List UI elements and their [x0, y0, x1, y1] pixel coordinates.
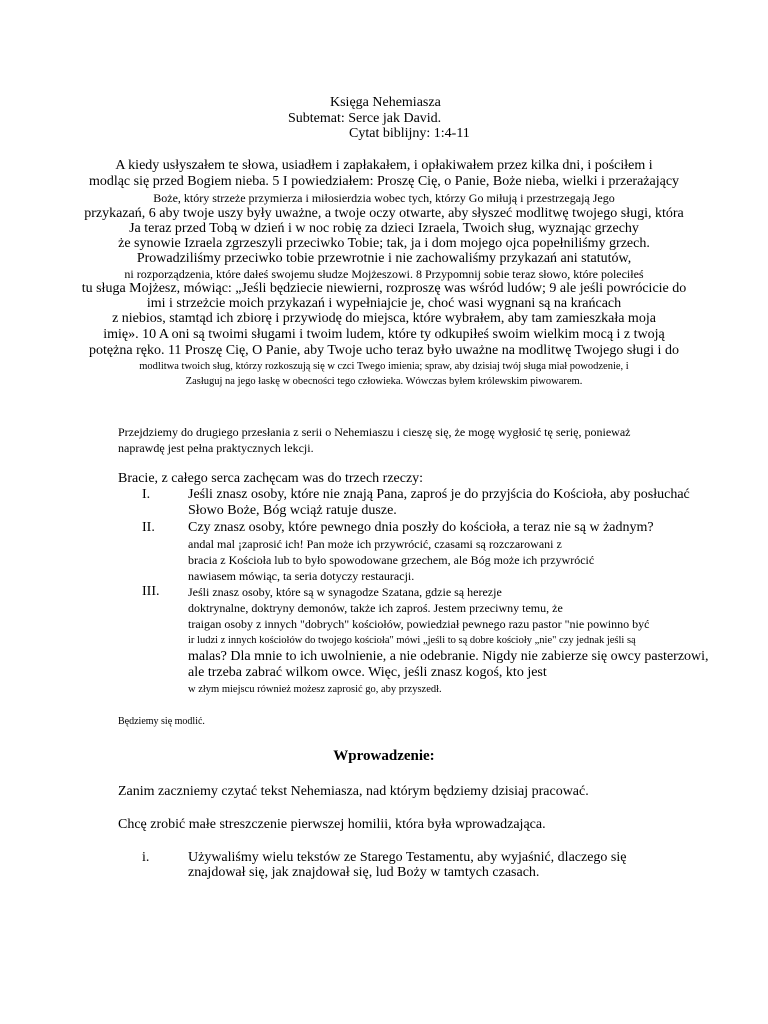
list-number: III.: [142, 584, 160, 599]
list-line: bracia z Kościoła lub to było spowodowane grzechem, ale Bóg może ich przywrócić: [188, 553, 595, 567]
list-number: I.: [142, 487, 151, 502]
scripture-line: Zasługuj na jego łaskę w obecności tego człowieka. Wówczas byłem królewskim piwowarem.: [185, 376, 583, 387]
list-line: Czy znasz osoby, które pewnego dnia poszły do kościoła, a teraz nie są w żadnym?: [188, 520, 654, 535]
list-line: traigan osoby z innych "dobrych" kościołów, powiedział pewnego razu pastor "nie powinno być: [188, 617, 650, 631]
document-title: Księga Nehemiasza: [330, 95, 441, 110]
section-paragraph: Zanim zaczniemy czytać tekst Nehemiasza, nad którym będziemy dzisiaj pracować.: [118, 784, 589, 799]
intro-line: Przejdziemy do drugiego przesłania z serii o Nehemiaszu i cieszę się, że mogę wygłosić tę serię, ponieważ: [118, 425, 631, 439]
section-paragraph: Chcę zrobić małe streszczenie pierwszej homilii, która była wprowadzająca.: [118, 817, 546, 832]
scripture-line: imię». 10 A oni są twoimi sługami i twoim ludem, które ty odkupiłeś swoim wielkim mocą i z twoją: [103, 327, 665, 342]
bible-citation: Cytat biblijny: 1:4-11: [349, 126, 470, 141]
list-line: w złym miejscu również możesz zaprosić go, aby przyszedł.: [188, 684, 442, 695]
scripture-line: ni rozporządzenia, które dałeś swojemu słudze Mojżeszowi. 8 Przypomnij sobie teraz słowo, które poleciłeś: [124, 267, 644, 281]
list-line: ale trzeba zabrać wilkom owce. Więc, jeśli znasz kogoś, kto jest: [188, 665, 547, 680]
list-line: Słowo Boże, Bóg wciąż ratuje dusze.: [188, 503, 397, 518]
list-number: i.: [142, 850, 150, 865]
subtopic: Subtemat: Serce jak David.: [288, 111, 442, 126]
list-line: malas? Dla mnie to ich uwolnienie, a nie odebranie. Nigdy nie zabierze się owcy pasterzowi,: [188, 649, 709, 664]
section-heading: Wprowadzenie:: [333, 748, 435, 764]
list-number: II.: [142, 520, 155, 535]
scripture-line: imi i strzeżcie moich przykazań i wypełniajcie je, choć wasi wygnani są na krańcach: [146, 296, 622, 311]
scripture-line: Prowadziliśmy przeciwko tobie przewrotnie i nie zachowaliśmy przykazań ani statutów,: [136, 251, 632, 266]
scripture-line: modlitwa twoich sług, którzy rozkoszują się w czci Twego imienia; spraw, aby dzisiaj twój sługa miał powodzenie, i: [139, 361, 629, 372]
list-line: Jeśli znasz osoby, które nie znają Pana, zaproś je do przyjścia do Kościoła, aby posłuchać: [188, 487, 690, 502]
list-line: nawiasem mówiąc, ta seria dotyczy restauracji.: [188, 569, 415, 583]
list-line: Używaliśmy wielu tekstów ze Starego Testamentu, aby wyjaśnić, dlaczego się: [188, 850, 627, 865]
prayer-note: Będziemy się modlić.: [118, 716, 205, 727]
scripture-line: potężna ręko. 11 Proszę Cię, O Panie, aby Twoje ucho teraz było uważne na modlitwę Twojego sługi i do: [89, 343, 679, 358]
list-line: doktrynalne, doktryny demonów, także ich zaproś. Jestem przeciwny temu, że: [188, 601, 563, 615]
list-line: znajdował się, jak znajdował się, lud Boży w tamtych czasach.: [188, 865, 540, 880]
scripture-line: tu sługa Mojżesz, mówiąc: „Jeśli będziecie niewierni, rozproszę was wśród ludów; 9 ale jeśli powrócicie do: [81, 281, 687, 296]
scripture-line: modląc się przed Bogiem nieba. 5 I powiedziałem: Proszę Cię, o Panie, Boże nieba, wielki i przerażający: [88, 174, 680, 189]
intro-line: naprawdę jest pełna praktycznych lekcji.: [118, 441, 314, 455]
scripture-line: z niebios, stamtąd ich zbiorę i przywiodę do miejsca, które wybrałem, aby tam zamieszkała moja: [112, 311, 656, 326]
scripture-line: przykazań, 6 aby twoje uszy były uważne, a twoje oczy otwarte, aby słyszeć modlitwę twojego sługi, która: [84, 206, 684, 221]
list-line: andal mal ¡zaprosić ich! Pan może ich przywrócić, czasami są rozczarowani z: [188, 537, 562, 551]
scripture-line: Boże, który strzeże przymierza i miłosierdzia wobec tych, którzy Go miłują i przestrzegają Jego: [153, 191, 615, 205]
exhortation-lead: Bracie, z całego serca zachęcam was do trzech rzeczy:: [118, 471, 424, 486]
scripture-line: że synowie Izraela zgrzeszyli przeciwko Tobie; tak, ja i dom mojego ojca popełniliśmy grzech.: [118, 236, 650, 251]
list-line: ir ludzi z innych kościołów do twojego kościoła" mówi „jeśli to są dobre kościoły „nie" czy jednak jeśli są: [188, 635, 636, 646]
scripture-line: A kiedy usłyszałem te słowa, usiadłem i zapłakałem, i opłakiwałem przez kilka dni, i pościłem i: [115, 158, 653, 173]
scripture-line: Ja teraz przed Tobą w dzień i w noc robię za dzieci Izraela, Twoich sług, wyznając grzechy: [129, 221, 639, 236]
list-line: Jeśli znasz osoby, które są w synagodze Szatana, gdzie są herezje: [188, 585, 502, 599]
